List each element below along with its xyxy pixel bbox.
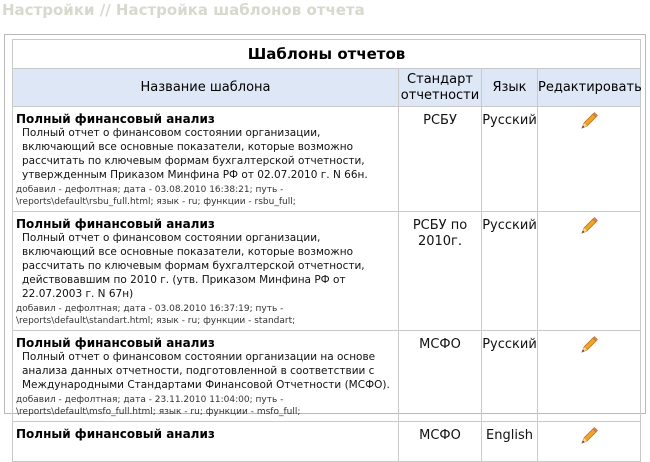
edit-cell [538, 331, 641, 422]
pencil-icon[interactable] [579, 335, 599, 355]
template-name: Полный финансовый анализ [16, 427, 215, 441]
pencil-icon[interactable] [579, 216, 599, 236]
template-name-cell [13, 107, 399, 212]
edit-cell [538, 422, 641, 462]
edit-cell [538, 107, 641, 212]
template-name-cell [13, 422, 399, 462]
table-row [13, 212, 641, 331]
table-row [13, 422, 641, 462]
pencil-icon[interactable] [579, 426, 599, 446]
column-header-language: Язык [482, 69, 538, 107]
table-title: Шаблоны отчетов [13, 40, 641, 69]
table-row [13, 107, 641, 212]
template-meta: добавил - дефолтная; дата - 03.08.2010 16:38:21; путь - \reports\default\rsbu_full.html; язык - ru; функции - rsbu_full; [16, 185, 296, 207]
template-name: Полный финансовый анализ [16, 336, 215, 350]
template-standard: МСФО [399, 422, 482, 462]
template-name: Полный финансовый анализ [16, 112, 215, 126]
column-header-name: Название шаблона [13, 69, 399, 107]
edit-cell [538, 212, 641, 331]
template-language: Русский [482, 212, 538, 331]
column-header-edit: Редактировать [538, 69, 641, 107]
templates-panel [4, 34, 646, 443]
template-description: Полный отчет о финансовом состоянии организации на основе анализа данных отчетности, подготовленной в соответствии с Международными Стандартами Финансовой Отчетности (МСФО). [22, 351, 390, 391]
column-header-standard: Стандарт отчетности [399, 69, 482, 107]
template-meta: добавил - дефолтная; дата - 23.11.2010 11:04:00; путь - \reports\default\msfo_full.html; язык - ru; функции - msfo_full; [16, 395, 301, 417]
table-row [13, 331, 641, 422]
page-header [0, 0, 650, 25]
template-name: Полный финансовый анализ [16, 217, 215, 231]
template-meta: добавил - дефолтная; дата - 03.08.2010 16:37:19; путь - \reports\default\standart.html; язык - ru; функции - standart; [16, 304, 296, 326]
templates-table [12, 39, 641, 462]
template-description: Полный отчет о финансовом состоянии организации, включающий все основные показатели, которые возможно рассчитать по ключевым формам бухгалтерской отчетности, утвержденным Приказом Минфина РФ от 02.07.2010 г. N 66н. [22, 127, 368, 181]
template-description: Полный отчет о финансовом состоянии организации, включающий все основные показатели, которые возможно рассчитать по ключевым формам бухгалтерской отчетности, действовавшим по 2010 г. (утв. Приказом Минфина РФ от 22.07.2003 г. N 67н) [22, 232, 365, 300]
template-standard: МСФО [399, 331, 482, 422]
template-name-cell [13, 331, 399, 422]
breadcrumb: Настройки // Настройка шаблонов отчета [2, 1, 365, 19]
template-name-cell [13, 212, 399, 331]
template-standard: РСБУ по 2010г. [399, 212, 482, 331]
template-language: Русский [482, 107, 538, 212]
template-standard: РСБУ [399, 107, 482, 212]
template-language: Русский [482, 331, 538, 422]
template-language: English [482, 422, 538, 462]
pencil-icon[interactable] [579, 111, 599, 131]
